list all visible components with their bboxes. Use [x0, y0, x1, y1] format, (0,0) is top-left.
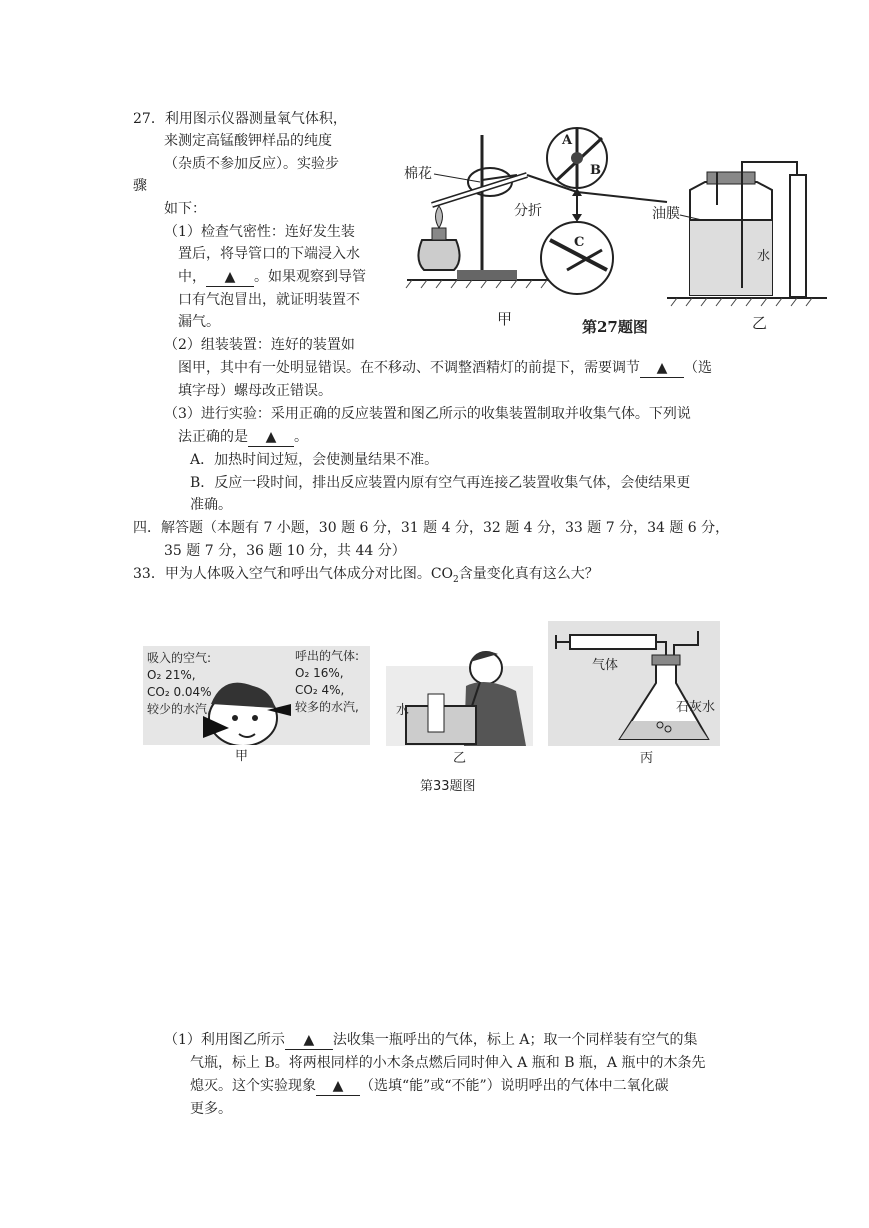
q27-step1-c: 中， ▲ 。如果观察到导管 [178, 269, 366, 285]
fig33-caption-jia: 甲 [235, 749, 249, 764]
q27-step1-d: 口有气泡冒出，就证明装置不 [178, 292, 360, 308]
answer-blank[interactable]: ▲ [206, 268, 254, 287]
answer-blank[interactable]: ▲ [248, 428, 294, 447]
q27-line1: 27．利用图示仪器测量氧气体积， [133, 111, 347, 127]
fig33-bing-gas-label: 气体 [592, 658, 619, 673]
q27-step1-a: （1）检查气密性：连好发生装 [164, 224, 355, 240]
fig33-yi-water-label: 水 [396, 703, 410, 718]
q27-step2-b: 图甲，其中有一处明显错误。在不移动、不调整酒精灯的前提下，需要调节 ▲ （选 [178, 360, 712, 376]
q27-option-b-b: 准确。 [190, 497, 232, 513]
label-b: B [590, 163, 601, 178]
fig27-caption-yi: 乙 [752, 314, 768, 332]
figure-27 [402, 120, 832, 345]
figure-33-yi [386, 636, 533, 746]
q27-step2-a: （2）组装装置：连好的装置如 [164, 337, 355, 353]
q27-line2: 来测定高锰酸钾样品的纯度 [164, 133, 332, 149]
label-c: C [574, 235, 585, 250]
figure-33-bing [548, 621, 720, 746]
fig33-inhaled-text: 吸入的空气: O₂ 21%, CO₂ 0.04% 较少的水汽, [147, 651, 212, 716]
fig33-caption-title: 第33题图 [420, 779, 476, 794]
q33-part1-a: （1）利用图乙所示 ▲ 法收集一瓶呼出的气体，标上 A；取一个同样装有空气的集 [164, 1032, 698, 1048]
fig33-caption-bing: 丙 [640, 751, 654, 766]
q27-option-b-a: B．反应一段时间，排出反应装置内原有空气再连接乙装置收集气体，会使结果更 [190, 475, 691, 491]
answer-blank[interactable]: ▲ [640, 359, 684, 378]
q33-part1-c: 熄灭。这个实验现象 ▲ （选填“能”或“不能”）说明呼出的气体中二氧化碳 [190, 1078, 669, 1094]
answer-blank[interactable]: ▲ [316, 1077, 360, 1096]
section4-line2: 35 题 7 分，36 题 10 分，共 44 分） [164, 543, 406, 559]
q27-step3-a: （3）进行实验：采用正确的反应装置和图乙所示的收集装置制取并收集气体。下列说 [164, 406, 691, 422]
section4-line1: 四．解答题（本题有 7 小题，30 题 6 分，31 题 4 分，32 题 4 分，33 题 7 分，34 题 6 分， [133, 520, 730, 536]
q27-step1-e: 漏气。 [178, 314, 220, 330]
label-a: A [562, 133, 573, 148]
answer-blank[interactable]: ▲ [285, 1031, 333, 1050]
q33-part1-d: 更多。 [190, 1101, 232, 1117]
fig33-bing-lime-label: 石灰水 [676, 700, 716, 715]
q27-step2-c: 填字母）螺母改正错误。 [178, 383, 332, 399]
q27-line3: （杂质不参加反应）。实验步 [164, 156, 339, 172]
fig27-caption-title: 第27题图 [582, 318, 648, 336]
q33-line1: 33．甲为人体吸入空气和呼出气体成分对比图。$CO_2$含量变化真有这么大？ [133, 566, 599, 585]
q27-line4: 骤 [133, 178, 147, 194]
fig33-caption-yi: 乙 [453, 751, 467, 766]
label-disassemble: 分折 [514, 203, 542, 219]
label-cotton: 棉花 [404, 166, 432, 182]
label-water: 水 [757, 249, 771, 264]
figure-33-jia [143, 646, 370, 745]
label-oil: 油膜 [652, 206, 680, 222]
q33-part1-b: 气瓶，标上 B。将两根同样的小木条点燃后同时伸入 A 瓶和 B 瓶，A 瓶中的木条先 [190, 1055, 706, 1071]
q27-step3-b: 法正确的是 ▲ 。 [178, 429, 308, 445]
q27-step1-b: 置后，将导管口的下端浸入水 [178, 246, 360, 262]
q27-line5: 如下： [164, 201, 206, 217]
fig33-exhaled-text: 呼出的气体: O₂ 16%, CO₂ 4%, 较多的水汽, [295, 649, 360, 714]
fig27-caption-jia: 甲 [497, 310, 513, 328]
q27-option-a: A．加热时间过短，会使测量结果不准。 [190, 452, 439, 468]
